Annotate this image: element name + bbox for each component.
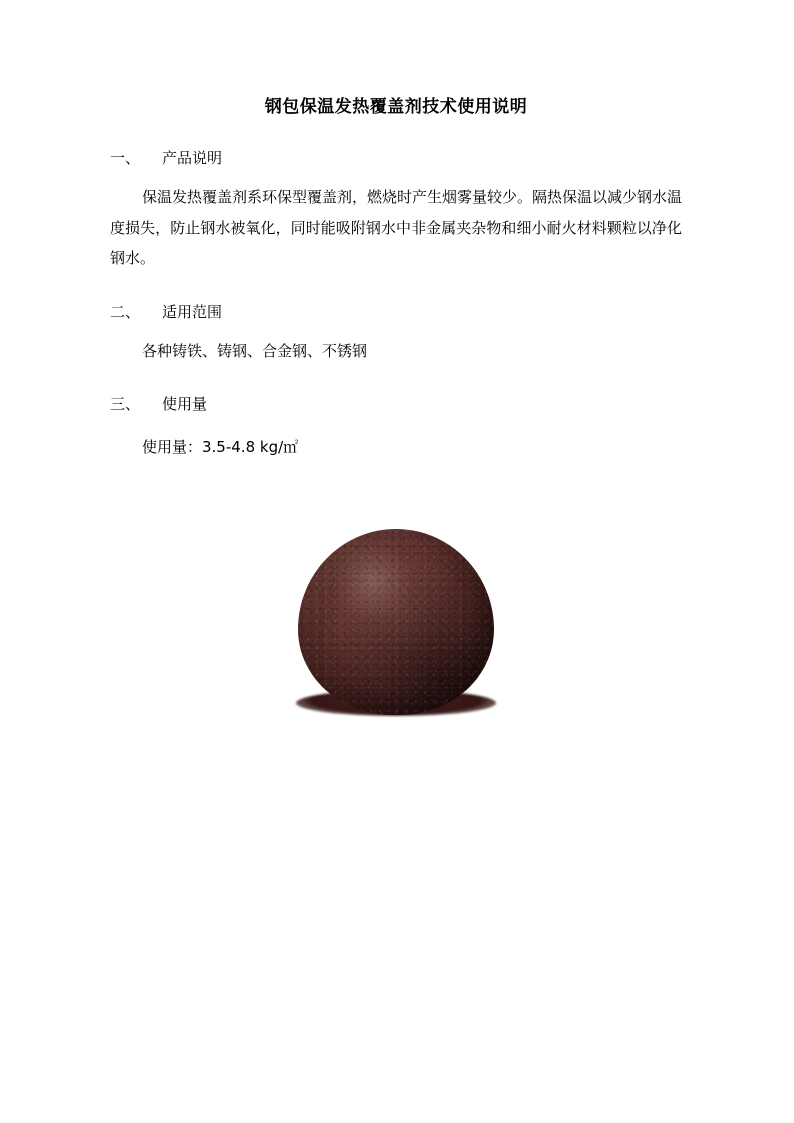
powder-pile: [298, 529, 494, 715]
section-title-1: 产品说明: [162, 148, 223, 167]
section-body-2: 各种铸铁、铸钢、合金钢、不锈钢: [142, 342, 368, 361]
product-photo: [285, 510, 507, 734]
section-heading-3: [110, 366, 682, 416]
section-title-2: 适用范围: [162, 303, 223, 322]
section-number-1: 一、: [110, 148, 141, 167]
section-title-3: 使用量: [162, 395, 208, 414]
section-number-3: 三、: [110, 395, 141, 414]
page-title: 钢包保温发热覆盖剂技术使用说明: [264, 97, 528, 117]
section-number-2: 二、: [110, 303, 141, 322]
section-body-1: 保温发热覆盖剂系环保型覆盖剂，燃烧时产生烟雾量较少。隔热保温以减少钢水温度损失，防止钢水被氧化，同时能吸附钢水中非金属夹杂物和细小耐火材料颗粒以净化钢水。: [110, 187, 683, 268]
section-heading-2: [110, 274, 682, 324]
powder-grain-texture: [298, 529, 494, 715]
section-body-3: 使用量：3.5-4.8 kg/㎡: [142, 438, 299, 457]
section-heading-1: [110, 120, 682, 170]
product-figure-wrapper: [110, 510, 682, 734]
